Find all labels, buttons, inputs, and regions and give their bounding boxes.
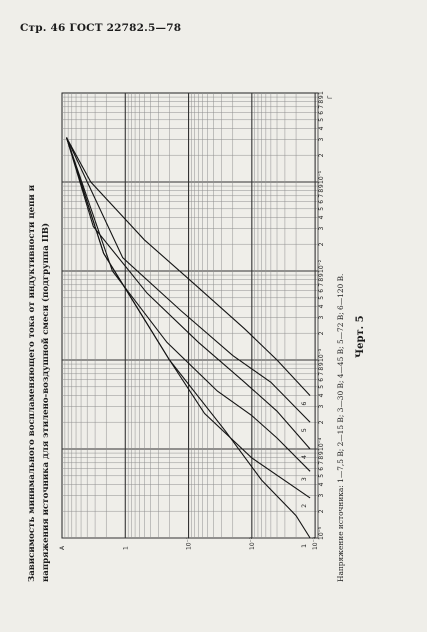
figure-caption-line-1: Зависимость минимального воспламеняющего тока от индуктивности цепи и — [27, 184, 37, 582]
x-minor-tick-label: 6 — [318, 466, 325, 471]
x-decade-tick-label: 10⁻¹ — [318, 170, 325, 184]
x-decade-tick-label: 1 — [318, 91, 325, 95]
x-minor-tick-label: 9 — [318, 95, 325, 100]
x-minor-tick-label: 3 — [318, 493, 325, 498]
x-minor-tick-label: 2 — [318, 153, 325, 158]
x-minor-tick-label: 7 — [318, 193, 325, 198]
y-decade-tick-label: 10⁻³ — [312, 536, 320, 550]
x-minor-tick-label: 7 — [318, 104, 325, 109]
x-minor-tick-label: 4 — [318, 215, 325, 220]
x-minor-tick-label: 2 — [318, 509, 325, 514]
series-4-label: 4 — [300, 454, 309, 459]
x-minor-tick-label: 4 — [318, 393, 325, 398]
plot-frame — [62, 93, 318, 538]
x-minor-tick-label: 8 — [318, 277, 325, 282]
x-decade-tick-label: 10⁻⁴ — [318, 437, 325, 451]
x-minor-tick-label: 3 — [318, 226, 325, 231]
x-minor-tick-label: 8 — [318, 366, 325, 371]
x-minor-tick-label: 5 — [318, 473, 325, 478]
y-decade-tick-label: 10⁻¹ — [185, 536, 193, 550]
figure-label: Черт. 5 — [355, 315, 366, 358]
x-minor-tick-label: 4 — [318, 482, 325, 487]
x-axis-unit: Г — [327, 95, 334, 99]
x-minor-tick-label: 9 — [318, 362, 325, 367]
x-minor-tick-label: 4 — [318, 304, 325, 309]
y-decade-tick-label: 10⁻² — [248, 536, 256, 550]
x-minor-tick-label: 3 — [318, 137, 325, 142]
x-minor-tick-label: 8 — [318, 99, 325, 104]
figure-caption-line-2: напряжения источника для этилено-воздушной смеси (подгруппа IIВ) — [41, 222, 51, 582]
series-6-label: 6 — [300, 401, 309, 406]
x-minor-tick-label: 9 — [318, 184, 325, 189]
x-minor-tick-label: 6 — [318, 199, 325, 204]
x-decade-tick-label: 10⁻² — [318, 259, 325, 273]
x-minor-tick-label: 3 — [318, 315, 325, 320]
y-decade-tick-label: 1 — [122, 546, 130, 550]
x-minor-tick-label: 5 — [318, 295, 325, 300]
x-minor-tick-label: 6 — [318, 110, 325, 115]
series-1-label: 1 — [300, 543, 309, 548]
y-axis-unit: А — [59, 545, 66, 550]
x-decade-tick-label: 10⁻⁵ — [318, 526, 325, 540]
x-minor-tick-label: 7 — [318, 371, 325, 376]
x-minor-tick-label: 7 — [318, 460, 325, 465]
page-header: Стр. 46 ГОСТ 22782.5—78 — [20, 22, 182, 34]
series-2-label: 2 — [300, 503, 309, 508]
series-3-label: 3 — [300, 477, 309, 482]
x-minor-tick-label: 2 — [318, 420, 325, 425]
x-minor-tick-label: 7 — [318, 282, 325, 287]
x-minor-tick-label: 9 — [318, 273, 325, 278]
x-minor-tick-label: 4 — [318, 126, 325, 131]
x-minor-tick-label: 5 — [318, 384, 325, 389]
x-minor-tick-label: 6 — [318, 288, 325, 293]
x-minor-tick-label: 3 — [318, 404, 325, 409]
x-minor-tick-label: 5 — [318, 206, 325, 211]
series-5-label: 5 — [300, 428, 309, 433]
figure-legend: Напряжение источника: 1—7,5 В; 2—15 В; 3—30 В; 4—45 В; 5—72 В; 6—120 В. — [336, 273, 345, 582]
x-minor-tick-label: 9 — [318, 451, 325, 456]
x-minor-tick-label: 2 — [318, 331, 325, 336]
x-minor-tick-label: 8 — [318, 455, 325, 460]
x-minor-tick-label: 8 — [318, 188, 325, 193]
x-minor-tick-label: 6 — [318, 377, 325, 382]
x-minor-tick-label: 5 — [318, 117, 325, 122]
x-minor-tick-label: 2 — [318, 242, 325, 247]
x-decade-tick-label: 10⁻³ — [318, 348, 325, 362]
